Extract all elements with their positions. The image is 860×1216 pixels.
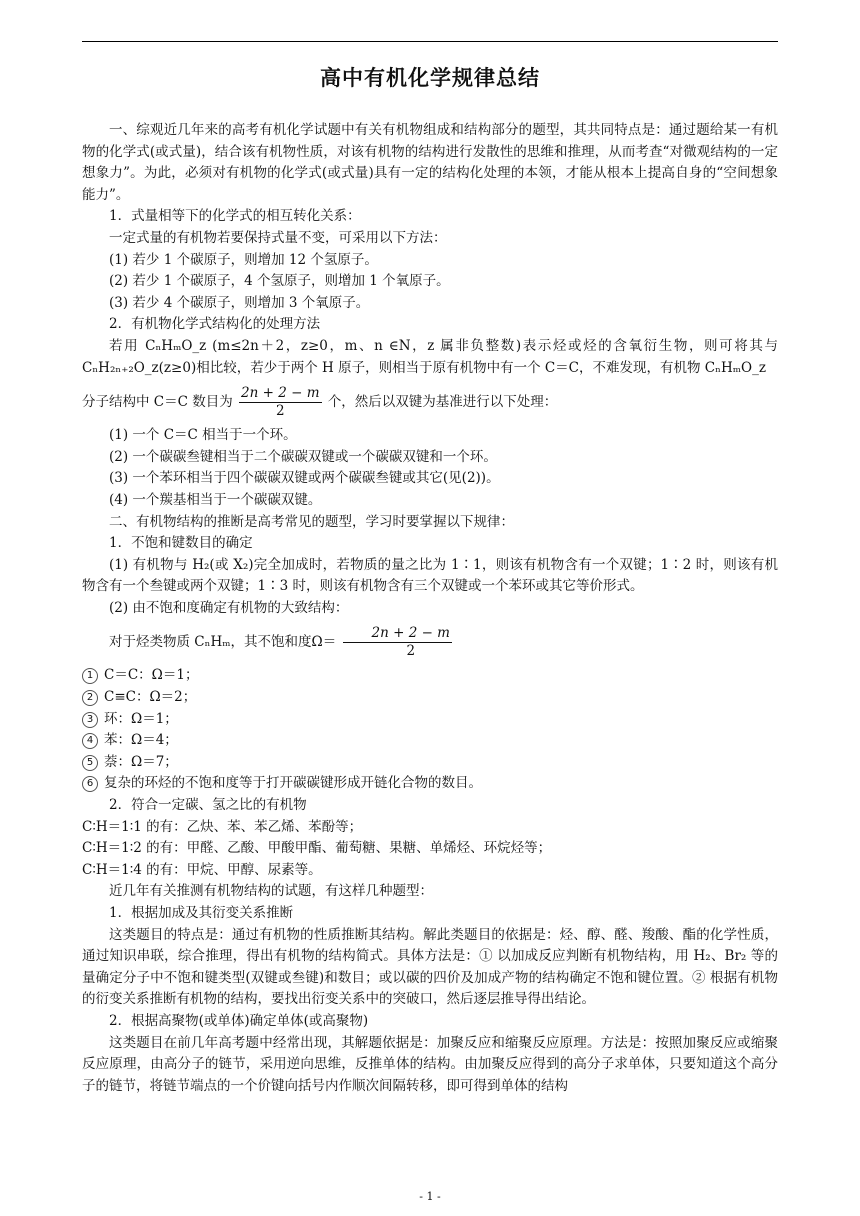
item-text: 萘：Ω＝7； [104,753,178,770]
fraction [343,625,452,660]
item-text: 环：Ω＝1； [104,710,178,727]
fraction-numerator: 2n + 2 − m [241,385,320,402]
circled-number: 3 [82,712,98,728]
text-span: 对于烃类物质 CₙHₘ，其不饱和度Ω＝ [109,634,337,651]
section-heading: 二、有机物结构的推断是高考常见的题型，学习时要掌握以下规律： [109,513,514,530]
text-span: 个，然后以双键为基准进行以下处理： [327,394,558,411]
fraction-numerator: 2n + 2 − m [343,625,452,643]
list-item: C∶H＝1∶4 的有：甲烷、甲醇、尿素等。 [82,861,322,878]
section-heading: 1．不饱和键数目的确定 [109,535,253,552]
text-span: 分子结构中 C＝C 数目为 [82,394,233,411]
list-item: C∶H＝1∶1 的有：乙炔、苯、苯乙烯、苯酚等； [82,818,363,835]
omega-line [82,619,778,665]
circled-number: 1 [82,668,98,684]
paragraph: 这类题目在前几年高考题中经常出现，其解题依据是：加聚反应和缩聚反应原理。方法是：按照加聚反应或缩聚反应原理，由高分子的链节，采用逆向思维，反推单体的结构。由加聚反应得到的高分子求单体，只要知道这个高分子的链节，将链节端点的一个价键向括号内作顺次间隔转移，即可得到单体的结构 [82,1034,778,1094]
list-item [82,773,778,795]
list-item: (4) 一个羰基相当于一个碳碳双键。 [109,491,322,508]
item-text: 苯：Ω＝4； [104,732,178,749]
intro-paragraph: 一、综观近几年来的高考有机化学试题中有关有机物组成和结构部分的题型，其共同特点是：通过题给某一有机物的化学式(或式量)，结合该有机物性质，对该有机物的结构进行发散性的思维和推理，从而考查“对微观结构的一定想象力”。为此，必须对有机物的化学式(或式量)具有一定的结构化处理的本领，才能从根本上提高自身的“空间想象能力”。 [82,122,778,203]
item-text: C＝C：Ω＝1； [104,667,199,684]
paragraph: 一定式量的有机物若要保持式量不变，可采用以下方法： [109,229,447,246]
section-heading: 2．根据高聚物(或单体)确定单体(或高聚物) [109,1012,369,1029]
paragraph: (1) 有机物与 H₂(或 X₂)完全加成时，若物质的量之比为 1∶1，则该有机物含有一个双键；1∶2 时，则该有机物含有一个叁键或两个双键；1∶3 时，则该有机物含有三个双键或一个苯环或其它等价形式。 [82,556,778,595]
section-heading: 1．根据加成及其衍变关系推断 [109,905,294,921]
item-text: 复杂的环烃的不饱和度等于打开碳碳键形成开链化合物的数目。 [104,775,482,792]
paragraph: 若用 CₙHₘO_z (m≤2n＋2，z≥0，m、n ∈N，z 属非负整数)表示烃或烃的含氧衍生物，则可将其与 CₙH₂ₙ₊₂O_z(z≥0)相比较，若少于两个 H 原子，则相当于原有机物中有一个 C＝C，不难发现，有机物 CₙHₘO_z [82,337,778,376]
paragraph: (2) 由不饱和度确定有机物的大致结构： [109,599,349,616]
fraction [239,385,321,420]
header-rule [82,41,778,42]
list-item [82,709,778,731]
circled-number: 5 [82,755,98,771]
list-item [82,687,778,709]
paragraph: 这类题目的特点是：通过有机物的性质推断其结构。解此类题目的依据是：烃、醇、醛、羧酸、酯的化学性质，通过知识串联，综合推理，得出有机物的结构简式。具体方法是：① 以加成反应判断有机物结构，用 H₂、Br₂ 等的量确定分子中不饱和键类型(双键或叁键)和数目；或以碳的四价及加成产物的结构确定不饱和键位置。② 根据有机物的衍变关系推断有机物的结构，要找出衍变关系中的突破口，然后逐层推导得出结论。 [82,926,778,1008]
list-item [82,752,778,774]
list-item: C∶H＝1∶2 的有：甲醛、乙酸、甲酸甲酯、葡萄糖、果糖、单烯烃、环烷烃等； [82,840,552,857]
circled-number: 4 [82,733,98,749]
page-number: - 1 - [419,1190,441,1203]
circled-number: 6 [82,776,98,792]
list-item [82,730,778,752]
fraction-line [82,379,778,425]
section-heading: 2．有机物化学式结构化的处理方法 [109,316,321,333]
document-body [82,120,778,1097]
fraction-denominator: 2 [275,403,285,420]
list-item: (2) 若少 1 个碳原子，4 个氢原子，则增加 1 个氧原子。 [109,273,450,290]
fraction-denominator: 2 [406,643,416,660]
list-item: (1) 一个 C＝C 相当于一个环。 [109,427,297,444]
circled-number: 2 [82,690,98,706]
list-item [82,665,778,687]
paragraph: 近几年有关推测有机物结构的试题，有这样几种题型： [109,883,433,900]
list-item: (3) 若少 4 个碳原子，则增加 3 个氧原子。 [109,294,370,311]
list-item: (3) 一个苯环相当于四个碳碳双键或两个碳碳叁键或其它(见(2))。 [109,470,500,487]
section-heading: 1．式量相等下的化学式的相互转化关系： [109,208,361,225]
list-item: (1) 若少 1 个碳原子，则增加 12 个氢原子。 [109,251,378,268]
list-item: (2) 一个碳碳叁键相当于二个碳碳双键或一个碳碳双键和一个环。 [109,448,497,465]
section-heading: 2．符合一定碳、氢之比的有机物 [109,797,307,814]
document-title: 高中有机化学规律总结 [320,66,540,90]
item-text: C≡C：Ω＝2； [104,689,197,706]
